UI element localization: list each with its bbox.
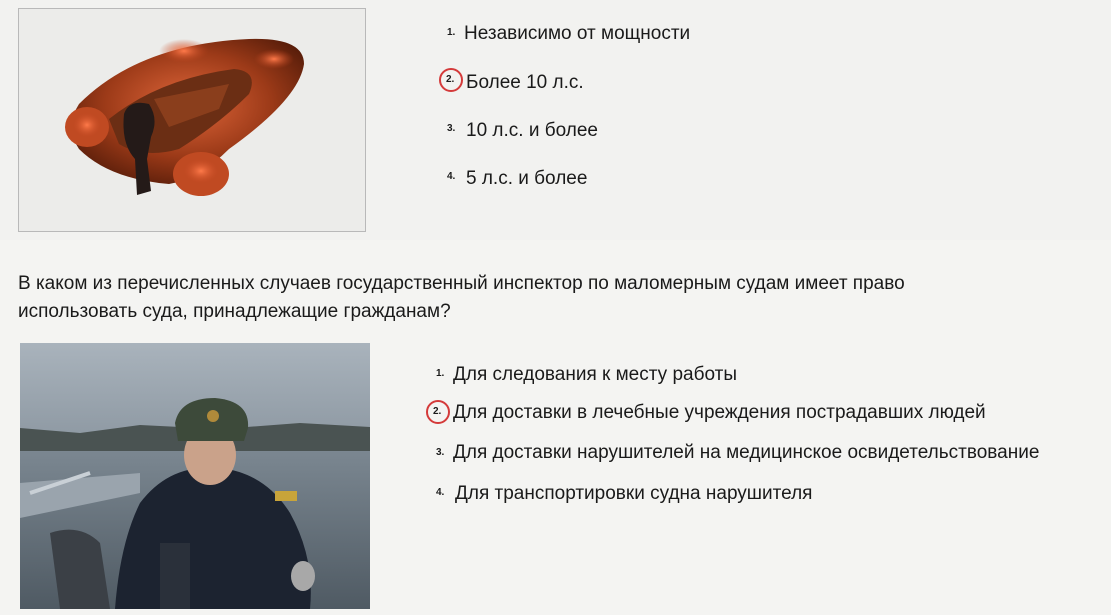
q2-option-4[interactable]: Для транспортировки судна нарушителя [455, 483, 813, 504]
option-number: 3. [447, 123, 456, 134]
option-number: 1. [447, 27, 456, 38]
option-number: 2. [433, 406, 442, 417]
q1-option-2[interactable]: Более 10 л.с. [466, 72, 584, 93]
option-number: 2. [446, 74, 455, 85]
q2-option-1[interactable]: Для следования к месту работы [453, 364, 737, 385]
q1-option-1[interactable]: Независимо от мощности [464, 23, 691, 44]
inflatable-boat-image [18, 8, 366, 232]
inspector-photo [20, 343, 370, 609]
option-number: 4. [447, 171, 456, 182]
question-2-text: В каком из перечисленных случаев государственный инспектор по маломерным судам имеет право использовать суда, принадлежащие гражданам? [18, 273, 905, 322]
option-number: 1. [436, 368, 445, 379]
q2-option-2[interactable]: Для доставки в лечебные учреждения пострадавших людей [453, 402, 986, 423]
q2-option-3[interactable]: Для доставки нарушителей на медицинское освидетельствование [453, 442, 1040, 463]
q1-option-3[interactable]: 10 л.с. и более [466, 120, 598, 141]
option-number: 4. [436, 487, 445, 498]
option-number: 3. [436, 447, 445, 458]
q1-option-4[interactable]: 5 л.с. и более [466, 168, 588, 189]
